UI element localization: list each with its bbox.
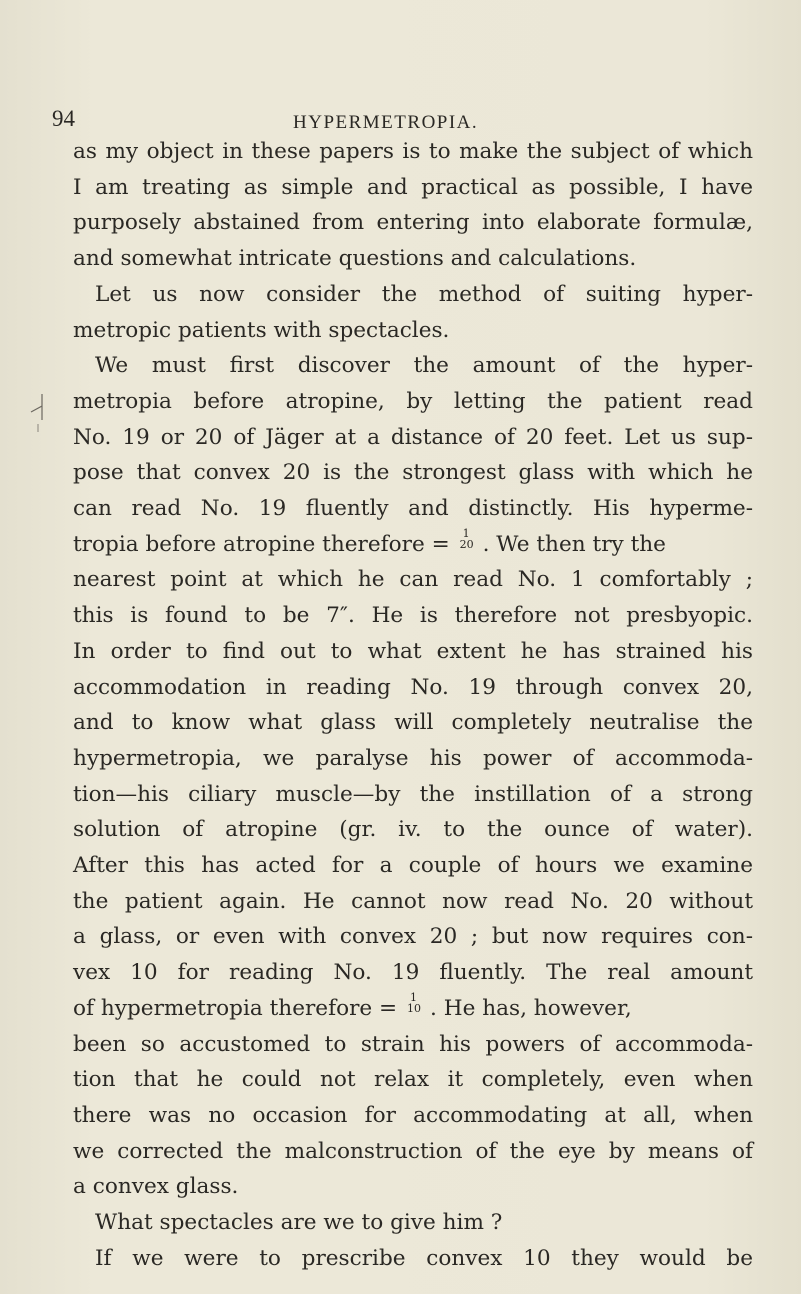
text-line: What spectacles are we to give him ?	[95, 1210, 503, 1236]
text-line: we corrected the malconstruction of the eye by means of	[73, 1138, 753, 1164]
fraction	[407, 990, 427, 1016]
text-line: the patient again. He cannot now read No. 20 without	[73, 888, 753, 914]
text-line: can read No. 19 fluently and distinctly. His hyperme-	[73, 496, 753, 522]
text-line: I am treating as simple and practical as possible, I have	[73, 174, 753, 200]
text-line: metropia before atropine, by letting the patient read	[73, 388, 753, 414]
page-number: 94	[52, 106, 75, 131]
text-segment: tropia before atropine therefore =	[73, 531, 450, 557]
text-line: solution of atropine (gr. iv. to the ounce of water).	[73, 817, 753, 843]
text-line: No. 19 or 20 of Jäger at a distance of 20 feet. Let us sup-	[73, 424, 753, 450]
text-segment: . We then try the	[482, 531, 666, 557]
text-line: tion that he could not relax it completely, even when	[73, 1067, 753, 1093]
text-line: a glass, or even with convex 20 ; but now requires con-	[73, 924, 753, 950]
text-line: pose that convex 20 is the strongest glass with which he	[73, 460, 753, 486]
fraction-numerator: 1	[410, 990, 418, 1004]
text-line: hypermetropia, we paralyse his power of accommoda-	[73, 745, 753, 771]
text-line: metropic patients with spectacles.	[73, 317, 450, 343]
fraction	[459, 526, 480, 552]
pencil-mark-icon	[28, 392, 46, 436]
text-line: vex 10 for reading No. 19 fluently. The real amount	[73, 960, 753, 986]
text-segment: of hypermetropia therefore =	[73, 995, 398, 1021]
body-text	[73, 134, 753, 1277]
text-line: a convex glass.	[73, 1174, 239, 1200]
text-line: this is found to be 7″. He is therefore not presbyopic.	[73, 603, 753, 629]
text-line: After this has acted for a couple of hours we examine	[73, 853, 753, 879]
text-line: been so accustomed to strain his powers of accommoda-	[73, 1031, 753, 1057]
text-line: Let us now consider the method of suiting hyper-	[95, 281, 753, 307]
text-line: purposely abstained from entering into elaborate formulæ,	[73, 210, 753, 236]
running-head	[0, 92, 801, 133]
text-line: tion—his ciliary muscle—by the instillation of a strong	[73, 781, 753, 807]
text-line: as my object in these papers is to make the subject of which	[73, 139, 753, 164]
fraction-denominator: 10	[407, 1001, 422, 1015]
text-line	[73, 527, 753, 563]
text-line: and somewhat intricate questions and calculations.	[73, 246, 637, 272]
fraction-denominator: 20	[459, 537, 474, 551]
text-segment: . He has, however,	[430, 995, 632, 1021]
text-line: accommodation in reading No. 19 through convex 20,	[73, 674, 753, 700]
text-line: and to know what glass will completely neutralise the	[73, 710, 753, 736]
text-line	[73, 991, 753, 1027]
running-title: HYPERMETROPIA.	[293, 112, 479, 133]
text-line: nearest point at which he can read No. 1 comfortably ;	[73, 567, 753, 593]
text-line: there was no occasion for accommodating at all, when	[73, 1102, 753, 1128]
text-line: If we were to prescribe convex 10 they would be	[95, 1245, 753, 1271]
text-line: We must first discover the amount of the hyper-	[95, 353, 753, 379]
fraction-numerator: 1	[462, 526, 470, 540]
text-line: In order to find out to what extent he has strained his	[73, 638, 753, 664]
